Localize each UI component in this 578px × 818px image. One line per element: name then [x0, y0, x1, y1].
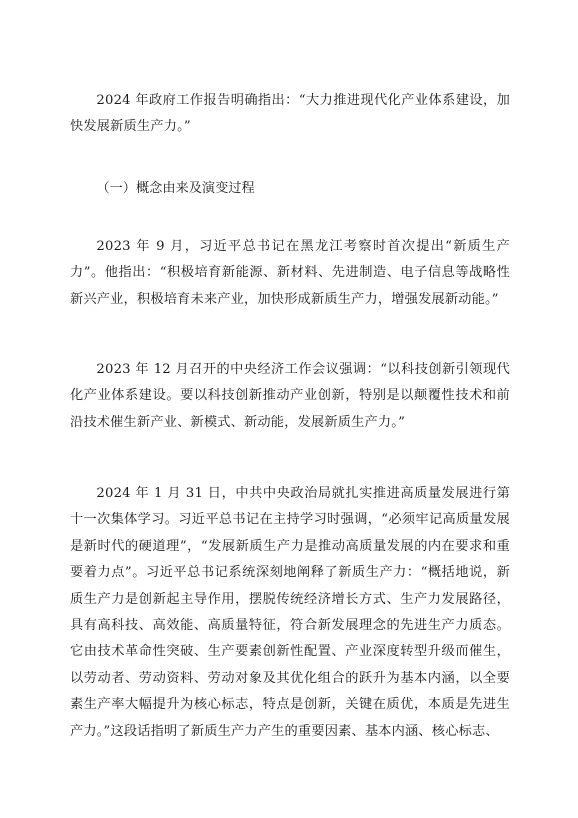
paragraph-2024-january: 2024 年 1 月 31 日，中共中央政治局就扎实推进高质量发展进行第十一次集体学习。习近平总书记在主持学习时强调，“必须牢记高质量发展是新时代的硬道理”，“发展新质生产力是推动高质量发展的内在要求和重要着力点”。习近平总书记系统深刻地阐释了新质生产力：“概括地说，新质生产力是创新起主导作用，摆脱传统经济增长方式、生产力发展路径，具有高科技、高效能、高质量特征，符合新发展理念的先进生产力质态。它由技术革命性突破、生产要素创新性配置、产业深度转型升级而催生，以劳动者、劳动资料、劳动对象及其优化组合的跃升为基本内涵，以全要素生产率大幅提升为核心标志，特点是创新，关键在质优，本质是先进生产力。”这段话指明了新质生产力产生的重要因素、基本内涵、核心标志、: [70, 486, 510, 739]
intro-paragraph: 2024 年政府工作报告明确指出：“大力推进现代化产业体系建设，加快发展新质生产力。”: [70, 93, 510, 135]
paragraph-2023-december: 2023 年 12 月召开的中央经济工作会议强调：“以科技创新引领现代化产业体系建设。要以科技创新推动产业创新，特别是以颠覆性技术和前沿技术催生新产业、新模式、新动能，发展新质生产力。”: [70, 362, 510, 430]
paragraph-2023-september: 2023 年 9 月，习近平总书记在黑龙江考察时首次提出“新质生产力”。他指出：“积极培育新能源、新材料、先进制造、电子信息等战略性新兴产业，积极培育未来产业，加快形成新质生产力，增强发展新动能。”: [70, 239, 510, 307]
section-heading: （一）概念由来及演变过程: [96, 181, 255, 196]
